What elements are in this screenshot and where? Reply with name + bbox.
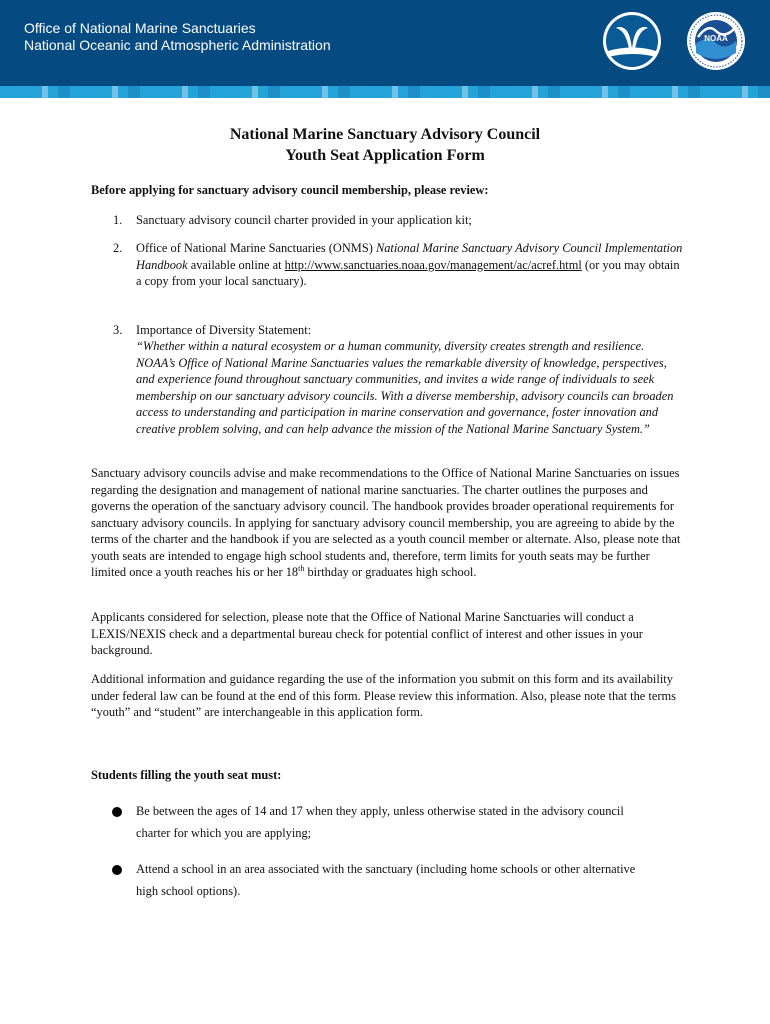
sanctuaries-logo-icon <box>602 11 662 71</box>
requirement-age: Be between the ages of 14 and 17 when they apply, unless otherwise stated in the advisory council charter for which you are applying; <box>136 804 624 840</box>
handbook-title: National Marine Sanctuary Advisory Council Implementation Handbook <box>136 241 683 272</box>
review-item-number: 3. <box>113 323 123 337</box>
review-item-charter: Sanctuary advisory council charter provided in your application kit; <box>136 213 472 227</box>
review-item-diversity-label: Importance of Diversity Statement: <box>136 323 312 337</box>
background-check-paragraph: Applicants considered for selection, please note that the Office of National Marine Sanctuaries will conduct a LEXIS/NEXIS check and a departmental bureau check for potential conflict of interest and other issues in your background. <box>91 610 643 657</box>
form-subtitle: Youth Seat Application Form <box>285 147 485 164</box>
header-agency-name: National Oceanic and Atmospheric Administration <box>24 37 331 53</box>
privacy-info-paragraph: Additional information and guidance regarding the use of the information you submit on this form and its availability under federal law can be found at the end of this form. Please review this information. Also, please note that the terms “youth” and “student” are interchangeable in this application form. <box>91 672 676 719</box>
handbook-middle: available online at <box>187 257 285 272</box>
council-description-text: Sanctuary advisory councils advise and make recommendations to the Office of National Marine Sanctuaries on issues regarding the designation and management of national marine sanctuaries. The charter outlines the purposes and governs the operation of the sanctuary advisory council. The handbook provides broader operational requirements for sanctuary advisory councils. In applying for sanctuary advisory council membership, you are agreeing to abide by the terms of the charter and the handbook if you are selected as a youth council member or alternate. Also, please note that youth seats are intended to engage high school students and, therefore, term limits for youth seats may be further limited once a youth reaches his or her 18 <box>91 466 681 579</box>
review-item-number: 1. <box>113 213 123 227</box>
form-title: National Marine Sanctuary Advisory Council <box>229 126 541 143</box>
council-description-end: birthday or graduates high school. <box>304 565 477 579</box>
header-office-name: Office of National Marine Sanctuaries <box>24 20 256 36</box>
bullet-icon <box>112 807 122 817</box>
review-item-number: 2. <box>113 241 123 255</box>
review-item-handbook <box>136 240 686 290</box>
students-requirements-heading: Students filling the youth seat must: <box>91 768 282 782</box>
diversity-statement-quote: “Whether within a natural ecosystem or a human community, diversity creates strength and resilience. NOAA’s Office of National Marine Sanctuaries values the remarkable diversity of knowledge, perspectives, and experience found throughout sanctuary communities, and invites a wide range of individuals to seek membership on our sanctuary advisory councils. With a diverse membership, advisory councils can broaden access to understanding and participation in marine conservation and governance, foster innovation and creative problem solving, and can help advance the mission of the National Marine Sanctuary System.” <box>136 339 674 436</box>
noaa-seal-text: NOAA <box>704 34 728 43</box>
ordinal-suffix: th <box>298 563 305 573</box>
requirement-school: Attend a school in an area associated with the sanctuary (including home schools or other alternative high school options). <box>136 862 636 898</box>
handbook-link[interactable]: http://www.sanctuaries.noaa.gov/management/ac/acref.html <box>284 257 582 272</box>
council-description-paragraph <box>91 465 681 581</box>
review-heading: Before applying for sanctuary advisory council membership, please review: <box>91 183 489 197</box>
header-stripe-pattern <box>0 86 770 98</box>
handbook-prefix: Office of National Marine Sanctuaries (ONMS) <box>136 241 376 255</box>
handbook-suffix: (or you may obtain a copy from your local sanctuary). <box>136 257 680 288</box>
bullet-icon <box>112 865 122 875</box>
